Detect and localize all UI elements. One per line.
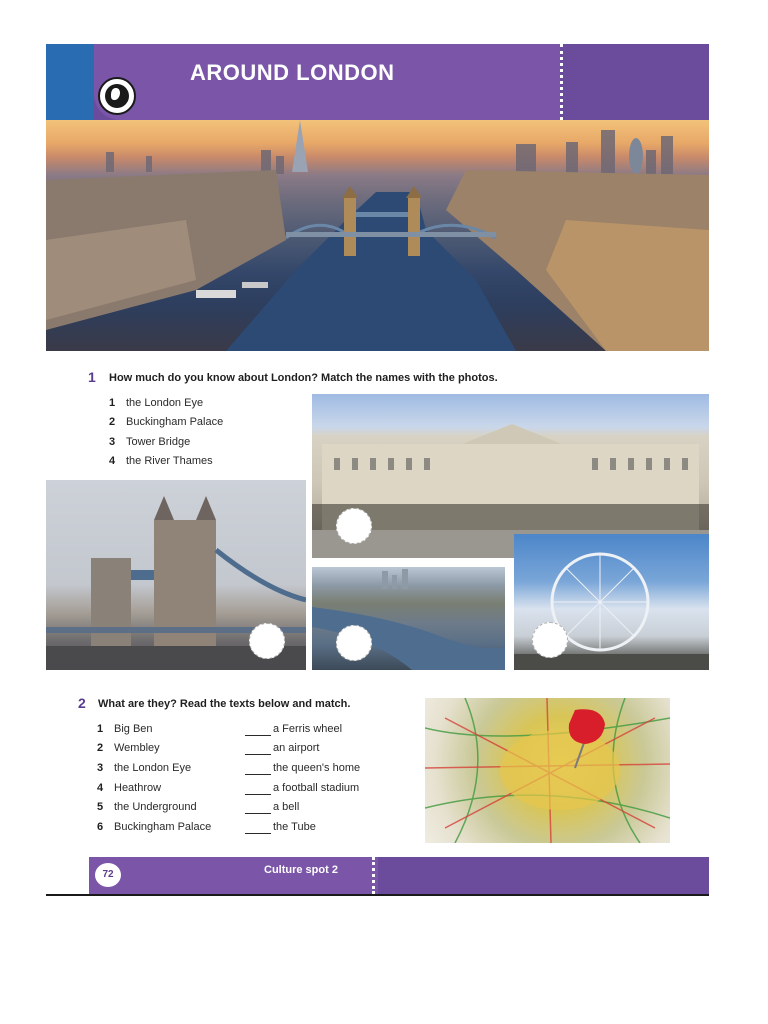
tower-bridge-photo — [46, 480, 306, 670]
answer-blank[interactable] — [245, 813, 271, 814]
answer-option: a Ferris wheel — [273, 723, 343, 735]
list-item-number: 2 — [97, 742, 104, 754]
list-item-number: 6 — [97, 821, 104, 833]
answer-option: the Tube — [273, 821, 316, 833]
london-map-photo — [425, 698, 670, 843]
answer-circle[interactable] — [249, 623, 285, 659]
footer-bar-right — [378, 857, 709, 894]
list-item-number: 2 — [109, 416, 116, 428]
answer-circle[interactable] — [532, 622, 568, 658]
answer-blank[interactable] — [245, 735, 271, 736]
footer-rule — [46, 894, 709, 896]
globe-icon — [98, 77, 136, 115]
pushpin-icon — [569, 709, 605, 744]
list-item-text: Buckingham Palace — [114, 821, 212, 833]
list-item-text: Tower Bridge — [126, 436, 191, 448]
list-item-text: Wembley — [114, 742, 160, 754]
answer-option: the queen's home — [273, 762, 361, 774]
list-item-number: 3 — [97, 762, 104, 774]
london-eye-photo — [514, 534, 709, 670]
page-title: AROUND LONDON — [190, 60, 395, 85]
answer-blank[interactable] — [245, 754, 271, 755]
list-item-text: the London Eye — [126, 397, 204, 409]
section-label: Culture spot 2 — [264, 864, 338, 876]
list-item-number: 5 — [97, 801, 104, 813]
list-item-text: the River Thames — [126, 455, 213, 467]
list-item-number: 1 — [97, 723, 104, 735]
list-item-text: Big Ben — [114, 723, 153, 735]
list-item-text: Heathrow — [114, 782, 162, 794]
list-item-number: 4 — [109, 455, 116, 467]
answer-circle[interactable] — [336, 625, 372, 661]
list-item-number: 4 — [97, 782, 104, 794]
answer-option: a football stadium — [273, 782, 360, 794]
exercise-1-number: 1 — [88, 369, 96, 385]
answer-option: a bell — [273, 801, 300, 813]
footer-divider — [372, 857, 379, 894]
answer-blank[interactable] — [245, 774, 271, 775]
answer-blank[interactable] — [245, 794, 271, 795]
answer-option: an airport — [273, 742, 320, 754]
exercise-2-instruction: What are they? Read the texts below and match. — [98, 698, 351, 710]
list-item-text: the Underground — [114, 801, 197, 813]
list-item-number: 3 — [109, 436, 116, 448]
skyline-illustration — [46, 120, 709, 351]
london-skyline-photo — [46, 120, 709, 351]
page-number: 72 — [95, 863, 121, 887]
list-item-number: 1 — [109, 397, 116, 409]
answer-circle[interactable] — [336, 508, 372, 544]
list-item-text: Buckingham Palace — [126, 416, 224, 428]
answer-blank[interactable] — [245, 833, 271, 834]
exercise-2-number: 2 — [78, 695, 86, 711]
exercise-1-instruction: How much do you know about London? Match the names with the photos. — [109, 372, 498, 384]
list-item-text: the London Eye — [114, 762, 192, 774]
banner-accent — [46, 44, 94, 120]
river-thames-photo — [312, 567, 505, 670]
